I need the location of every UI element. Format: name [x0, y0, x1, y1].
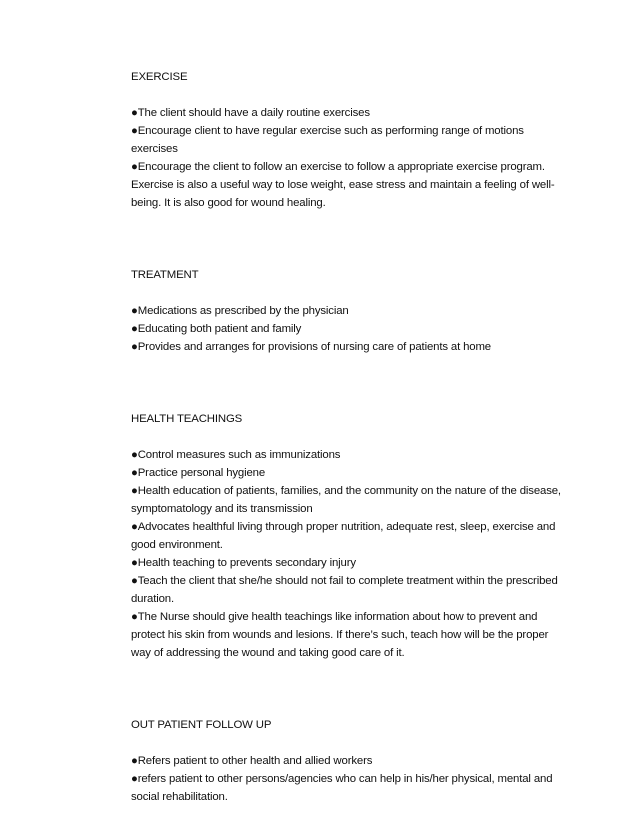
list-item: ●Encourage the client to follow an exercise to follow a appropriate exercise program. Exercise is also a useful way to lose weight, ease stress and maintain a feeling of well-being. It is also good for wound healing.: [131, 161, 555, 209]
list-item: ●Teach the client that she/he should not fail to complete treatment within the prescribed duration.: [131, 575, 558, 605]
section-heading: HEALTH TEACHINGS: [131, 413, 243, 425]
list-item: ●Medications as prescribed by the physician: [131, 305, 349, 317]
section-heading: EXERCISE: [131, 71, 188, 83]
section-treatment: [131, 266, 571, 356]
list-item: ●Control measures such as immunizations: [131, 449, 341, 461]
list-item: ●Health education of patients, families, and the community on the nature of the disease, symptomatology and its transmission: [131, 485, 561, 515]
section-health-teachings: [131, 410, 571, 662]
list-item: ●Provides and arranges for provisions of nursing care of patients at home: [131, 341, 491, 353]
list-item: ●Health teaching to prevents secondary injury: [131, 557, 356, 569]
section-heading: OUT PATIENT FOLLOW UP: [131, 719, 272, 731]
list-item: ●Advocates healthful living through proper nutrition, adequate rest, sleep, exercise and good environment.: [131, 521, 556, 551]
list-item: ●Educating both patient and family: [131, 323, 302, 335]
list-item: ●Refers patient to other health and allied workers: [131, 755, 373, 767]
list-item: ●refers patient to other persons/agencies who can help in his/her physical, mental and social rehabilitation.: [131, 773, 553, 803]
section-exercise: [131, 68, 571, 212]
section-heading: TREATMENT: [131, 269, 199, 281]
list-item: ●The Nurse should give health teachings like information about how to prevent and protect his skin from wounds and lesions. If there’s such, teach how will be the proper way of addressing the wound and taking good care of it.: [131, 611, 549, 659]
list-item: ●Practice personal hygiene: [131, 467, 266, 479]
list-item: ●The client should have a daily routine exercises: [131, 107, 370, 119]
list-item: ●Encourage client to have regular exercise such as performing range of motions exercises: [131, 125, 524, 155]
document-page: [131, 68, 571, 806]
section-out-patient-follow-up: [131, 716, 571, 806]
